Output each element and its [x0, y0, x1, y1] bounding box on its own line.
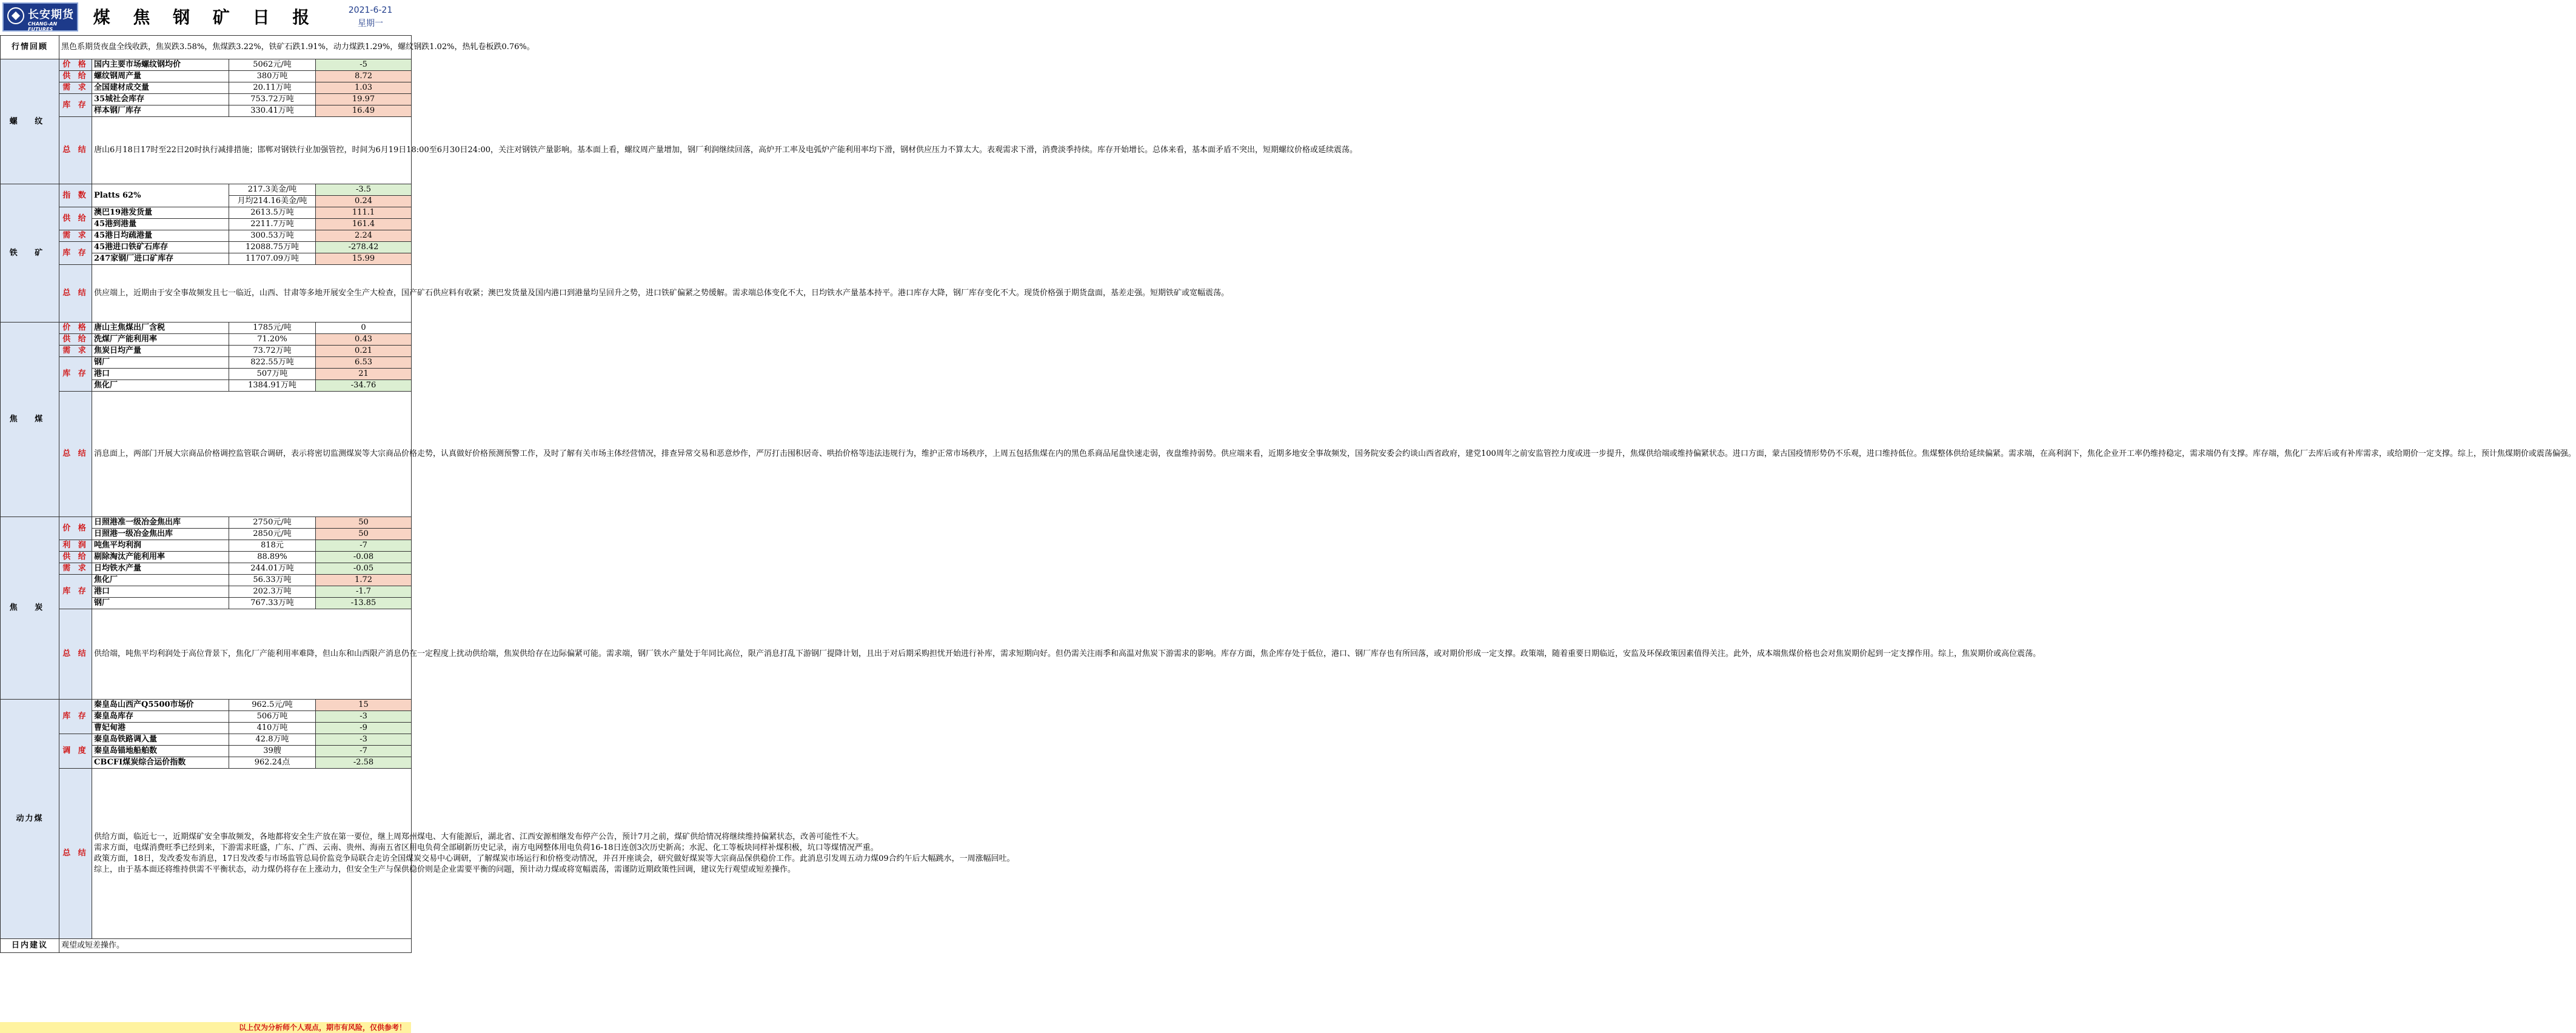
review-row — [1, 36, 412, 59]
category-cell: 价 格 — [59, 517, 92, 540]
item-cell: 45港到港量 — [92, 219, 229, 230]
category-cell: 需 求 — [59, 346, 92, 357]
change-cell: 50 — [316, 517, 412, 529]
change-cell: -278.42 — [316, 242, 412, 253]
category-cell: 利 润 — [59, 540, 92, 552]
item-cell: 吨焦平均利润 — [92, 540, 229, 552]
value-cell: 56.33万吨 — [229, 575, 316, 586]
change-cell: 16.49 — [316, 105, 412, 117]
change-cell: 1.72 — [316, 575, 412, 586]
table-row — [1, 94, 412, 105]
summary-text: 供应端上，近期由于安全事故频发且七一临近，山西、甘肃等多地开展安全生产大检查，国产矿石供应料有收紧；澳巴发货量及国内港口到港量均呈回升之势，进口铁矿偏紧之势缓解。需求端总体变化不大，日均铁水产量基本持平。港口库存大降，钢厂库存变化不大。现货价格强于期货盘面，基差走强。短期铁矿或宽幅震荡。 — [92, 265, 412, 323]
value-cell: 818元 — [229, 540, 316, 552]
change-cell: 8.72 — [316, 71, 412, 82]
summary-text: 唐山6月18日17时至22日20时执行减排措施；邯郸对钢铁行业加强管控，时间为6月19日18:00至6月30日24:00，关注对钢铁产量影响。基本面上看，螺纹周产量增加，钢厂利润继续回落，高炉开工率及电弧炉产能利用率均下滑，钢材供应压力不算太大。表观需求下滑，消费淡季持续。库存开始增长。总体来看，基本面矛盾不突出，短期螺纹价格或延续震荡。 — [92, 117, 412, 184]
category-cell: 调 度 — [59, 734, 92, 769]
change-cell: -3.5 — [316, 184, 412, 196]
value-cell: 380万吨 — [229, 71, 316, 82]
item-cell: 国内主要市场螺纹钢均价 — [92, 59, 229, 71]
value-cell: 73.72万吨 — [229, 346, 316, 357]
value-cell: 12088.75万吨 — [229, 242, 316, 253]
advice-label: 日内建议 — [1, 939, 59, 953]
summary-paragraph: 供给方面，临近七一，近期煤矿安全事故频发，各地都将安全生产放在第一要位，继上周郑州煤电、大有能源后，湖北省、江西安源相继发布停产公告，预计7月之前，煤矿供给情况将继续维持偏紧状态，改善可能性不大。 — [94, 832, 864, 841]
change-cell: -3 — [316, 734, 412, 746]
item-cell: 247家钢厂进口矿库存 — [92, 253, 229, 265]
category-cell: 指 数 — [59, 184, 92, 207]
change-cell: -5 — [316, 59, 412, 71]
table-row — [1, 71, 412, 82]
category-cell: 需 求 — [59, 82, 92, 94]
value-cell: 2750元/吨 — [229, 517, 316, 529]
summary-row — [1, 265, 412, 323]
value-cell: 71.20% — [229, 334, 316, 346]
footer-disclaimer: 以上仅为分析师个人观点，期市有风险，仅供参考！ — [238, 1023, 406, 1032]
change-cell: 21 — [316, 369, 412, 380]
item-cell: 秦皇岛铁路调入量 — [92, 734, 229, 746]
report-title: 煤 焦 钢 矿 日 报 — [93, 7, 318, 27]
value-cell: 506万吨 — [229, 711, 316, 723]
item-cell: 35城社会库存 — [92, 94, 229, 105]
summary-label: 总 结 — [59, 769, 92, 939]
item-cell: 钢厂 — [92, 598, 229, 609]
item-cell: 钢厂 — [92, 357, 229, 369]
item-cell: 45港进口铁矿石库存 — [92, 242, 229, 253]
value-cell: 2850元/吨 — [229, 529, 316, 540]
change-cell: -9 — [316, 723, 412, 734]
summary-text: 消息面上，两部门开展大宗商品价格调控监管联合调研，表示将密切监测煤炭等大宗商品价格走势，认真做好价格预测预警工作，及时了解有关市场主体经营情况，排查异常交易和恶意炒作，严厉打击囤积居奇、哄抬价格等违法违规行为，维护正常市场秩序，上周五包括焦煤在内的黑色系商品尾盘快速走弱，夜盘维持弱势。供应端来看，近期多地安全事故频发，国务院安委会约谈山西省政府，建党100周年之前安监管控力度或进一步提升，焦煤供给端或维持偏紧状态。进口方面，蒙古国疫情形势仍不乐观，进口维持低位。焦煤整体供给延续偏紧。需求端，在高利润下，焦化企业开工率仍维持稳定，需求端仍有支撑。库存端，焦化厂去库后或有补库需求，或给期价一定支撑。综上，预计焦煤期价或震荡偏强。 — [92, 392, 412, 517]
advice-row — [1, 939, 412, 953]
change-cell: 50 — [316, 529, 412, 540]
table-row — [1, 575, 412, 586]
report-date: 2021-6-21 — [348, 5, 393, 15]
table-row — [1, 517, 412, 529]
review-text: 黑色系期货夜盘全线收跌，焦炭跌3.58%，焦煤跌3.22%，铁矿石跌1.91%，动力煤跌1.29%，螺纹钢跌1.02%，热轧卷板跌0.76%。 — [59, 36, 412, 59]
table-row — [1, 563, 412, 575]
logo-cn: 长安期货 — [28, 8, 74, 21]
item-cell: Platts 62% — [92, 184, 229, 207]
summary-label: 总 结 — [59, 265, 92, 323]
item-cell: 全国建材成交量 — [92, 82, 229, 94]
table-row — [1, 700, 412, 711]
category-cell: 需 求 — [59, 230, 92, 242]
item-cell: 剔除淘汰产能利用率 — [92, 552, 229, 563]
change-cell: -3 — [316, 711, 412, 723]
report-header — [0, 0, 411, 35]
item-cell: 日照港准一级冶金焦出库 — [92, 517, 229, 529]
value-cell: 217.3美金/吨 — [229, 184, 316, 196]
item-cell: 焦炭日均产量 — [92, 346, 229, 357]
value-cell: 244.01万吨 — [229, 563, 316, 575]
value-cell: 2613.5万吨 — [229, 207, 316, 219]
category-cell: 价 格 — [59, 323, 92, 334]
table-row — [1, 323, 412, 334]
item-cell: 澳巴19港发货量 — [92, 207, 229, 219]
value-cell: 822.55万吨 — [229, 357, 316, 369]
value-cell: 202.3万吨 — [229, 586, 316, 598]
change-cell: 161.4 — [316, 219, 412, 230]
item-cell: 秦皇岛锚地船舶数 — [92, 746, 229, 757]
change-cell: 15 — [316, 700, 412, 711]
change-cell: 111.1 — [316, 207, 412, 219]
summary-row — [1, 609, 412, 700]
logo-en: CHANG-AN FUTURES — [28, 21, 58, 32]
table-row — [1, 230, 412, 242]
report-table — [0, 35, 2576, 953]
category-cell: 库 存 — [59, 357, 92, 392]
item-cell: 日照港一级冶金焦出库 — [92, 529, 229, 540]
value-cell: 5062元/吨 — [229, 59, 316, 71]
change-cell: -0.08 — [316, 552, 412, 563]
value-cell: 1384.91万吨 — [229, 380, 316, 392]
table-row — [1, 346, 412, 357]
summary-row — [1, 392, 412, 517]
logo-emblem-icon — [7, 7, 24, 24]
category-cell: 库 存 — [59, 575, 92, 609]
item-cell: 港口 — [92, 586, 229, 598]
item-cell: 焦化厂 — [92, 575, 229, 586]
table-row — [1, 540, 412, 552]
change-cell: -7 — [316, 540, 412, 552]
change-cell: 19.97 — [316, 94, 412, 105]
value-cell: 42.8万吨 — [229, 734, 316, 746]
report-weekday: 星期一 — [358, 19, 383, 28]
item-cell: 唐山主焦煤出厂含税 — [92, 323, 229, 334]
review-label: 行情回顾 — [1, 36, 59, 59]
value-cell: 962.5元/吨 — [229, 700, 316, 711]
value-cell: 330.41万吨 — [229, 105, 316, 117]
change-cell: 2.24 — [316, 230, 412, 242]
change-cell: -2.58 — [316, 757, 412, 769]
company-logo — [2, 2, 78, 32]
change-cell: -1.7 — [316, 586, 412, 598]
summary-label: 总 结 — [59, 392, 92, 517]
value-cell: 1785元/吨 — [229, 323, 316, 334]
value-cell: 753.72万吨 — [229, 94, 316, 105]
change-cell: 0.21 — [316, 346, 412, 357]
value-cell: 300.53万吨 — [229, 230, 316, 242]
table-row — [1, 207, 412, 219]
advice-text: 观望或短差操作。 — [59, 939, 412, 953]
value-cell: 20.11万吨 — [229, 82, 316, 94]
summary-paragraph: 政策方面，18日，发改委发布消息，17日发改委与市场监管总局价监竞争局联合走访全国煤炭交易中心调研，了解煤炭市场运行和价格变动情况，并召开座谈会，研究做好煤炭等大宗商品保供稳价工作。此消息引发周五动力煤09合约午后大幅跳水，一周涨幅回吐。 — [94, 854, 1015, 863]
change-cell: 15.99 — [316, 253, 412, 265]
summary-label: 总 结 — [59, 609, 92, 700]
summary-text: 供给端，吨焦平均利润处于高位背景下，焦化厂产能利用率难降，但山东和山西限产消息仍在一定程度上扰动供给端，焦炭供给存在边际偏紧可能。需求端，钢厂铁水产量处于年同比高位，限产消息打乱下游钢厂提降计划，且出于对后期采购担忧开始进行补库，需求短期向好。但仍需关注雨季和高温对焦炭下游需求的影响。库存方面，焦企库存处于低位，港口、钢厂库存也有所回落，或对期价形成一定支撑。政策端，随着重要日期临近，安监及环保政策因素值得关注。此外，成本端焦煤价格也会对焦炭期价起到一定支撑作用。综上，焦炭期价或高位震荡。 — [92, 609, 412, 700]
category-cell: 供 给 — [59, 334, 92, 346]
category-cell: 需 求 — [59, 563, 92, 575]
value-cell: 88.89% — [229, 552, 316, 563]
category-cell: 供 给 — [59, 71, 92, 82]
category-cell: 库 存 — [59, 242, 92, 265]
item-cell: CBCFI煤炭综合运价指数 — [92, 757, 229, 769]
value-cell: 507万吨 — [229, 369, 316, 380]
table-row — [1, 59, 412, 71]
item-cell: 秦皇岛山西产Q5500市场价 — [92, 700, 229, 711]
category-cell: 供 给 — [59, 207, 92, 230]
table-row — [1, 357, 412, 369]
section-rebar: 螺 纹 — [1, 59, 59, 184]
change-cell: -34.76 — [316, 380, 412, 392]
section-coke: 焦 炭 — [1, 517, 59, 700]
item-cell: 曹妃甸港 — [92, 723, 229, 734]
table-row — [1, 734, 412, 746]
item-cell: 焦化厂 — [92, 380, 229, 392]
change-cell: 0 — [316, 323, 412, 334]
report-date-box — [332, 4, 409, 30]
summary-paragraph: 需求方面，电煤消费旺季已经到来，下游需求旺盛，广东、广西、云南、贵州、海南五省区用电负荷全部刷新历史记录，南方电网整体用电负荷16-18日连创3次历史新高；水泥、化工等板块同样补煤积极，坑口等煤情况严重。 — [94, 843, 878, 852]
table-row — [1, 242, 412, 253]
change-cell: 0.24 — [316, 196, 412, 207]
table-row — [1, 552, 412, 563]
value-cell: 767.33万吨 — [229, 598, 316, 609]
table-row — [1, 184, 412, 196]
value-cell: 11707.09万吨 — [229, 253, 316, 265]
change-cell: 1.03 — [316, 82, 412, 94]
value-cell: 410万吨 — [229, 723, 316, 734]
summary-row — [1, 769, 412, 939]
category-cell: 库 存 — [59, 700, 92, 734]
section-coking-coal: 焦 煤 — [1, 323, 59, 517]
section-ore: 铁 矿 — [1, 184, 59, 323]
item-cell: 秦皇岛库存 — [92, 711, 229, 723]
item-cell: 样本钢厂库存 — [92, 105, 229, 117]
value-cell: 2211.7万吨 — [229, 219, 316, 230]
footer-bar — [0, 1022, 411, 1033]
item-cell: 螺纹钢周产量 — [92, 71, 229, 82]
value-cell: 39艘 — [229, 746, 316, 757]
change-cell: -0.05 — [316, 563, 412, 575]
item-cell: 45港日均疏港量 — [92, 230, 229, 242]
change-cell: -13.85 — [316, 598, 412, 609]
value-cell: 962.24点 — [229, 757, 316, 769]
value-cell: 月均214.16美金/吨 — [229, 196, 316, 207]
category-cell: 供 给 — [59, 552, 92, 563]
table-row — [1, 334, 412, 346]
item-cell: 日均铁水产量 — [92, 563, 229, 575]
change-cell: 6.53 — [316, 357, 412, 369]
summary-paragraph: 综上，由于基本面还将维持供需不平衡状态，动力煤仍将存在上涨动力，但安全生产与保供稳价则是企业需要平衡的问题，预计动力煤或将宽幅震荡，需谨防近期政策性回调，建议先行观望或短差操作。 — [94, 865, 796, 874]
summary-label: 总 结 — [59, 117, 92, 184]
category-cell: 价 格 — [59, 59, 92, 71]
change-cell: 0.43 — [316, 334, 412, 346]
change-cell: -7 — [316, 746, 412, 757]
item-cell: 洗煤厂产能利用率 — [92, 334, 229, 346]
summary-text — [92, 769, 1015, 939]
item-cell: 港口 — [92, 369, 229, 380]
section-thermal-coal: 动力煤 — [1, 700, 59, 939]
table-row — [1, 82, 412, 94]
summary-row — [1, 117, 412, 184]
category-cell: 库 存 — [59, 94, 92, 117]
